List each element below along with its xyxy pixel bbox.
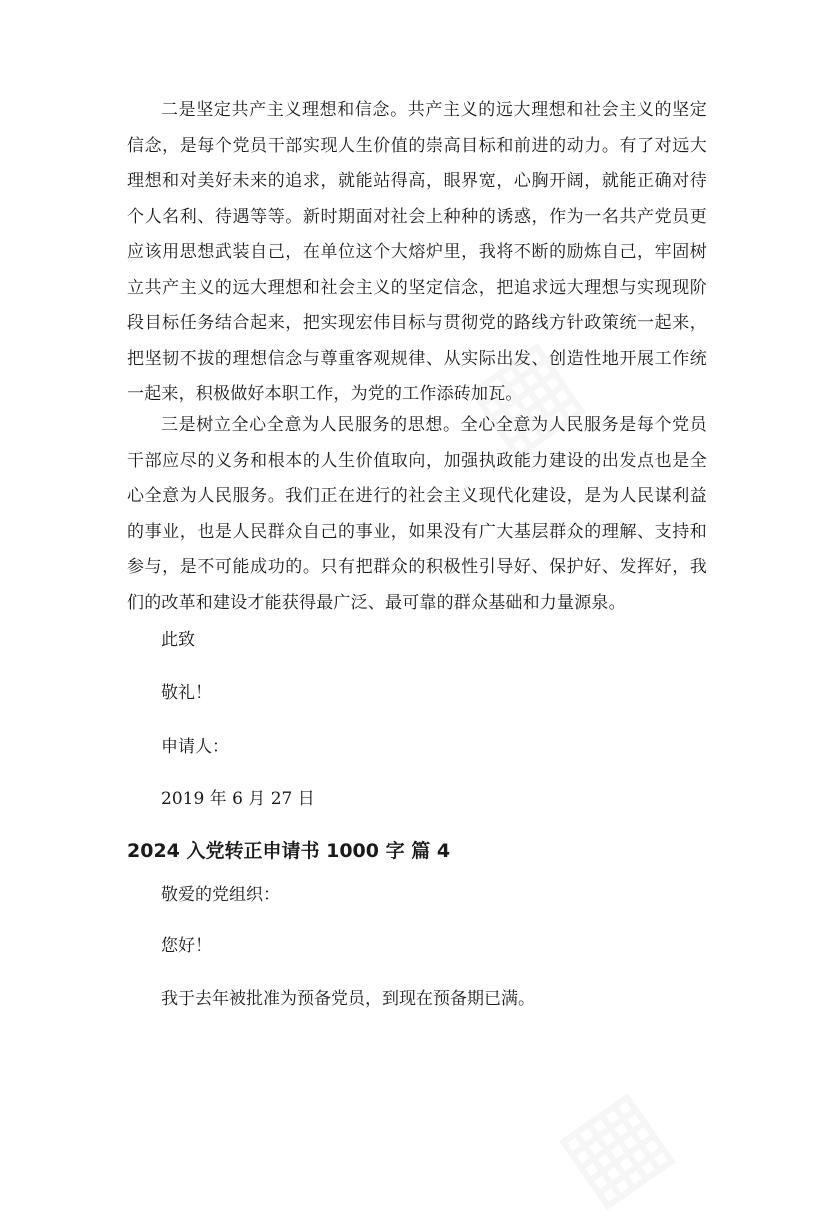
hello-line: 您好！ — [161, 936, 212, 956]
body-first-line: 我于去年被批准为预备党员，到现在预备期已满。 — [161, 989, 535, 1009]
watermark — [533, 1062, 692, 1226]
section-heading: 2024 入党转正申请书 1000 字 篇 4 — [127, 840, 451, 862]
applicant-label: 申请人： — [161, 737, 229, 757]
closing-respect: 敬礼！ — [161, 683, 212, 703]
greeting: 敬爱的党组织： — [161, 885, 280, 905]
closing-salutation: 此致 — [161, 630, 195, 650]
application-date: 2019 年 6 月 27 日 — [161, 789, 315, 809]
paragraph-ideal-belief: 二是坚定共产主义理想和信念。共产主义的远大理想和社会主义的坚定信念，是每个党员干部实现人生价值的崇高目标和前进的动力。有了对远大理想和对美好未来的追求，就能站得高，眼界宽，心胸开阔，就能正确对待个人名利、待遇等等。新时期面对社会上种种的诱惑，作为一名共产党员更应该用思想武装自己，在单位这个大熔炉里，我将不断的励炼自己，牢固树立共产主义的远大理想和社会主义的坚定信念，把追求远大理想与实现现阶段目标任务结合起来，把实现宏伟目标与贯彻党的路线方针政策统一起来，把坚韧不拔的理想信念与尊重客观规律、从实际出发、创造性地开展工作统一起来，积极做好本职工作，为党的工作添砖加瓦。 — [127, 100, 707, 404]
paragraph-serve-people: 三是树立全心全意为人民服务的思想。全心全意为人民服务是每个党员干部应尽的义务和根本的人生价值取向，加强执政能力建设的出发点也是全心全意为人民服务。我们正在进行的社会主义现代化建设，是为人民谋利益的事业，也是人民群众自己的事业，如果没有广大基层群众的理解、支持和参与，是不可能成功的。只有把群众的积极性引导好、保护好、发挥好，我们的改革和建设才能获得最广泛、最可靠的群众基础和力量源泉。 — [127, 415, 707, 613]
